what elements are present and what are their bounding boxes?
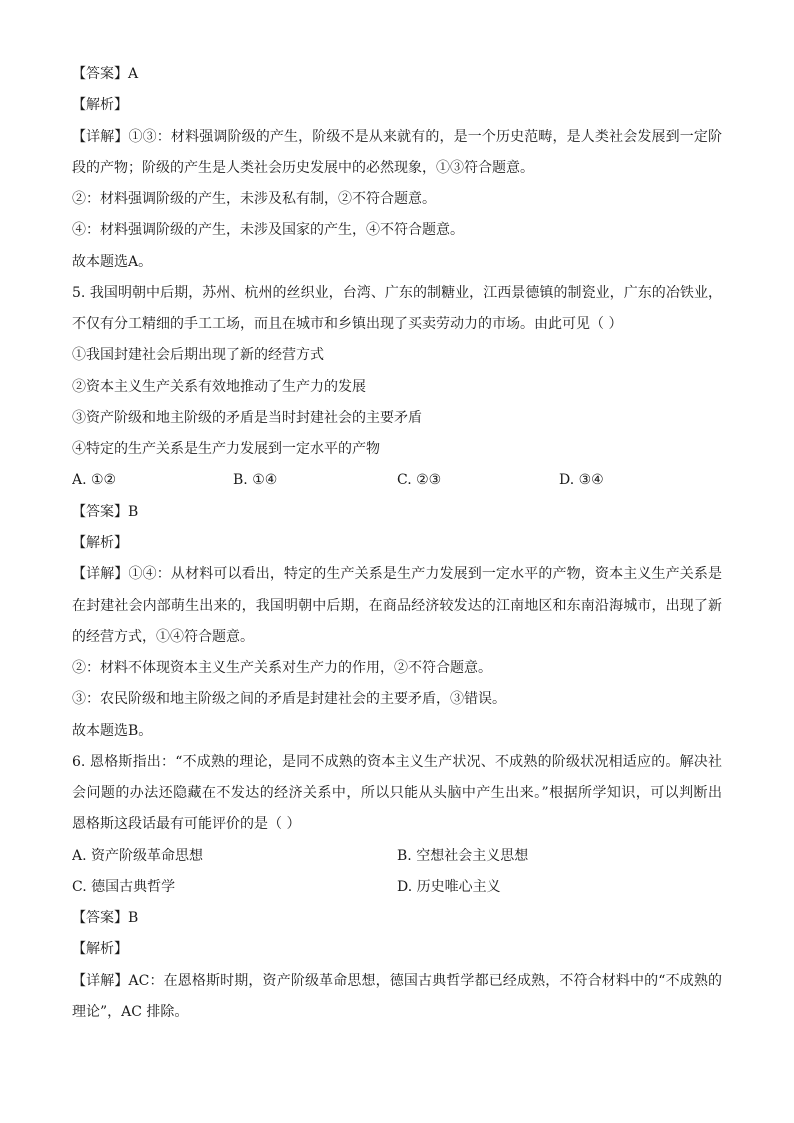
q5-option-b: B. ①④: [233, 472, 278, 489]
q6-stem-line: 会问题的办法还隐藏在不发达的经济关系中，所以只能从头脑中产生出来。”根据所学知识，可以判断出: [72, 785, 722, 802]
document-page: [72, 59, 722, 1028]
q6-option-d: D. 历史唯心主义: [397, 878, 501, 895]
q6-option-b: B. 空想社会主义思想: [397, 847, 529, 864]
q6-answer: 【答案】B: [72, 910, 139, 927]
q5-detail-line: 的经营方式，①④符合题意。: [72, 628, 254, 645]
q5-detail-line: 在封建社会内部萌生出来的，我国明朝中后期，在商品经济较发达的江南地区和东南沿海城市，出现了新: [72, 597, 722, 614]
q6-option-c: C. 德国古典哲学: [72, 878, 176, 895]
q5-answer: 【答案】B: [72, 503, 139, 520]
q4-answer: 【答案】A: [72, 66, 139, 82]
q5-statement: ①我国封建社会后期出现了新的经营方式: [72, 347, 324, 364]
q5-stem-line: 不仅有分工精细的手工工场，而且在城市和乡镇出现了买卖劳动力的市场。由此可见（ ）: [72, 316, 623, 333]
q6-option-a: A. 资产阶级革命思想: [72, 847, 204, 864]
q4-analysis-heading: 【解析】: [72, 97, 128, 114]
q5-option-d: D. ③④: [559, 472, 604, 489]
q6-stem-line: 恩格斯这段话最有可能评价的是（ ）: [72, 816, 301, 833]
q5-option-c: C. ②③: [397, 472, 442, 489]
q5-option-a: A. ①②: [72, 472, 117, 489]
q4-detail-line: 【详解】①③：材料强调阶级的产生，阶级不是从来就有的，是一个历史范畴，是人类社会发展到一定阶: [72, 128, 722, 145]
q5-detail-line: ②：材料不体现资本主义生产关系对生产力的作用，②不符合题意。: [72, 660, 492, 677]
q4-detail-line: 段的产物；阶级的产生是人类社会历史发展中的必然现象，①③符合题意。: [72, 159, 534, 176]
q5-conclusion: 故本题选B。: [72, 722, 153, 739]
q5-stem-line: 5. 我国明朝中后期，苏州、杭州的丝织业，台湾、广东的制糖业，江西景德镇的制瓷业，广东的冶铁业，: [72, 284, 722, 301]
q5-detail-line: 【详解】①④：从材料可以看出，特定的生产关系是生产力发展到一定水平的产物，资本主义生产关系是: [72, 566, 722, 583]
q5-statement: ④特定的生产关系是生产力发展到一定水平的产物: [72, 441, 380, 458]
q6-detail-line: 【详解】AC：在恩格斯时期，资产阶级革命思想，德国古典哲学都已经成熟，不符合材料中的“不成熟的: [72, 972, 722, 989]
q5-detail-line: ③：农民阶级和地主阶级之间的矛盾是封建社会的主要矛盾，③错误。: [72, 691, 506, 708]
q6-detail-line: 理论”，AC 排除。: [72, 1003, 189, 1020]
q4-conclusion: 故本题选A。: [72, 253, 153, 270]
q5-statement: ③资产阶级和地主阶级的矛盾是当时封建社会的主要矛盾: [72, 409, 422, 426]
q6-options-row-2: [72, 872, 722, 903]
q5-statement: ②资本主义生产关系有效地推动了生产力的发展: [72, 378, 366, 395]
q6-analysis-heading: 【解析】: [72, 941, 128, 958]
q4-detail-line: ②：材料强调阶级的产生，未涉及私有制，②不符合题意。: [72, 191, 436, 208]
q6-options-row-1: [72, 841, 722, 872]
q5-options: [72, 465, 722, 496]
q5-analysis-heading: 【解析】: [72, 534, 128, 551]
q6-stem-line: 6. 恩格斯指出：“不成熟的理论，是同不成熟的资本主义生产状况、不成熟的阶级状况相适应的。解决社: [72, 753, 722, 770]
q4-detail-line: ④：材料强调阶级的产生，未涉及国家的产生，④不符合题意。: [72, 222, 464, 239]
